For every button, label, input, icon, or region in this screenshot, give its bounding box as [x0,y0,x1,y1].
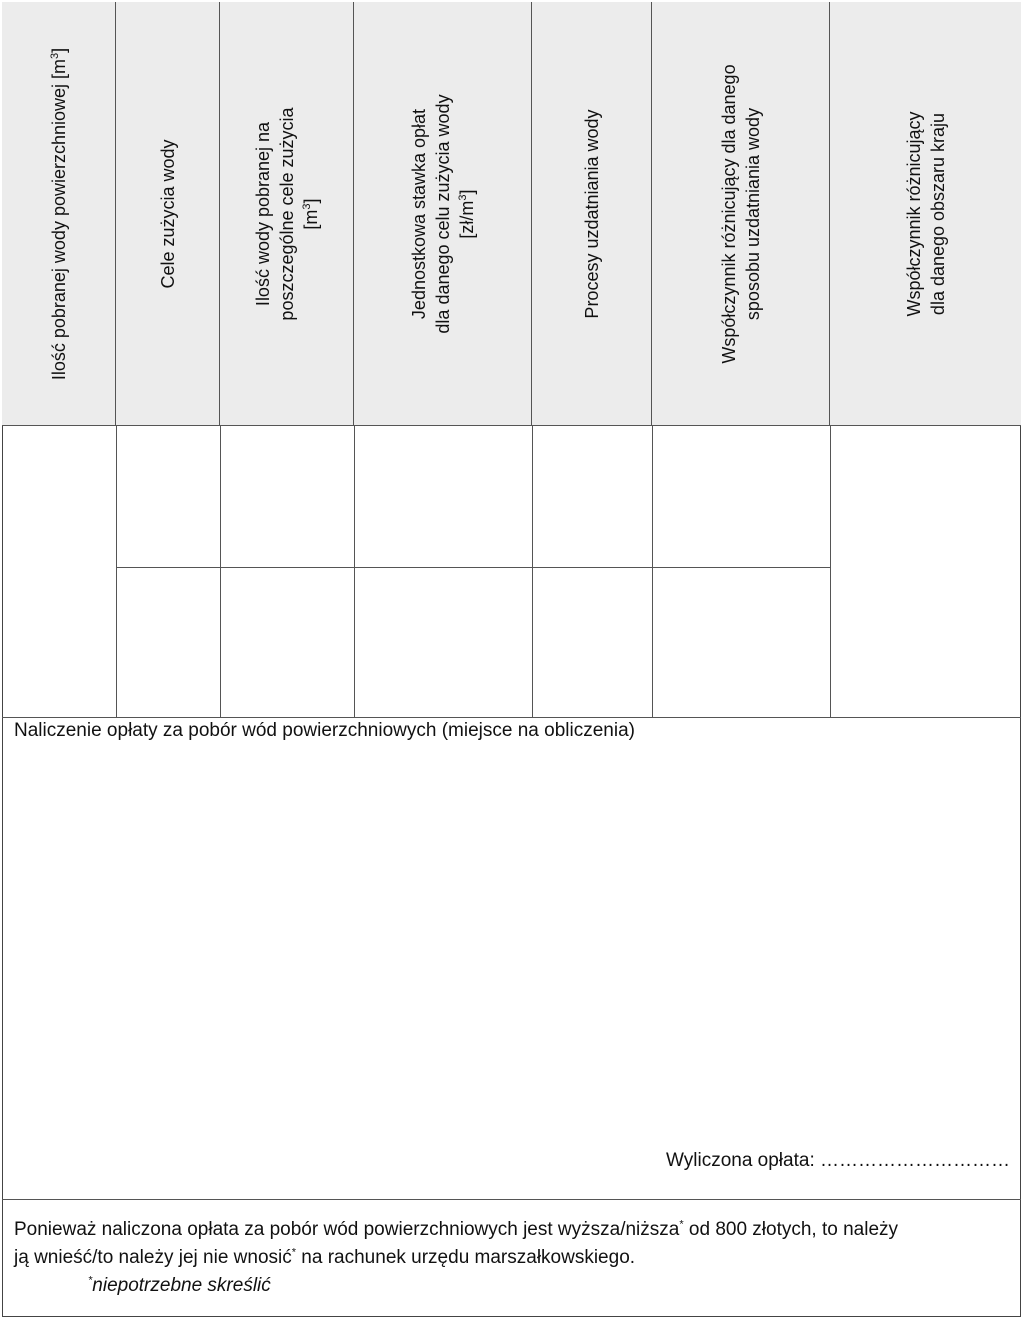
header-line: Jednostkowa stawka opłat [408,108,429,319]
unit: ] [456,188,477,194]
superscript: 3 [456,193,469,201]
calculation-label: Naliczenie opłaty za pobór wód powierzchniowych (miejsce na obliczenia) [14,720,635,741]
footer-line-2 [14,1244,1009,1272]
input-cell-process-1[interactable] [533,426,651,566]
header-water-per-purpose [220,2,354,425]
header-line: Współczynnik różnicujący [903,110,924,317]
input-cell-treatment-coef-1[interactable] [653,426,829,566]
input-cell-region-coef[interactable] [831,426,1020,716]
calculated-fee-field[interactable]: Wyliczona opłata: ………………………… [665,1150,1010,1171]
header-surface-water-volume [2,2,116,425]
header-treatment-processes [532,2,652,425]
footer-note [88,1272,1009,1300]
header-line: dla danego obszaru kraju [927,112,948,315]
header-text: ] [48,47,69,53]
section-divider [2,1199,1021,1200]
input-cell-volume[interactable] [3,426,115,716]
header-line: Ilość wody pobranej na [252,121,273,306]
unit: ] [300,197,321,203]
header-water-use-purposes [116,2,220,425]
header-line [299,107,323,320]
header-text: Cele zużycia wody [157,138,178,289]
input-cell-amount-2[interactable] [221,568,353,716]
superscript: 3 [300,202,313,210]
asterisk: * [291,1246,297,1259]
calculation-area[interactable] [3,718,1020,1198]
unit: [zł/m [456,200,477,239]
header-line: sposobu uzdatniania wody [742,107,763,320]
input-cell-process-2[interactable] [533,568,651,716]
footer-text: od 800 złotych, to należy [683,1219,899,1240]
footer-text: Ponieważ naliczona opłata za pobór wód powierzchniowych jest wyższa/niższa [14,1219,680,1240]
footer-text: ją wnieść/to należy jej nie wnosić [14,1247,292,1268]
header-line: Współczynnik różnicujący dla danego [718,63,739,364]
superscript: 3 [48,52,61,59]
header-line [455,94,479,333]
unit: [m [300,209,321,230]
footer-line-1 [14,1216,1009,1244]
header-line: poszczególne cele zużycia [276,106,297,321]
footer-text: na rachunek urzędu marszałkowskiego. [296,1247,636,1268]
header-region-coefficient [830,2,1021,425]
input-cell-purpose-2[interactable] [117,568,219,716]
asterisk: * [679,1218,684,1231]
footer-statement [14,1216,1009,1300]
header-text: Procesy uzdatniania wody [581,108,602,319]
footer-note-text: niepotrzebne skreślić [92,1275,271,1296]
header-treatment-coefficient [652,2,830,425]
input-cell-treatment-coef-2[interactable] [653,568,829,716]
input-cell-rate-2[interactable] [355,568,531,716]
input-cell-purpose-1[interactable] [117,426,219,566]
header-unit-rate [354,2,532,425]
input-cell-rate-1[interactable] [355,426,531,566]
input-cell-amount-1[interactable] [221,426,353,566]
asterisk: * [88,1274,93,1287]
header-text: Ilość pobranej wody powierzchniowej [m [48,58,69,380]
header-line: dla danego celu zużycia wody [432,93,453,334]
